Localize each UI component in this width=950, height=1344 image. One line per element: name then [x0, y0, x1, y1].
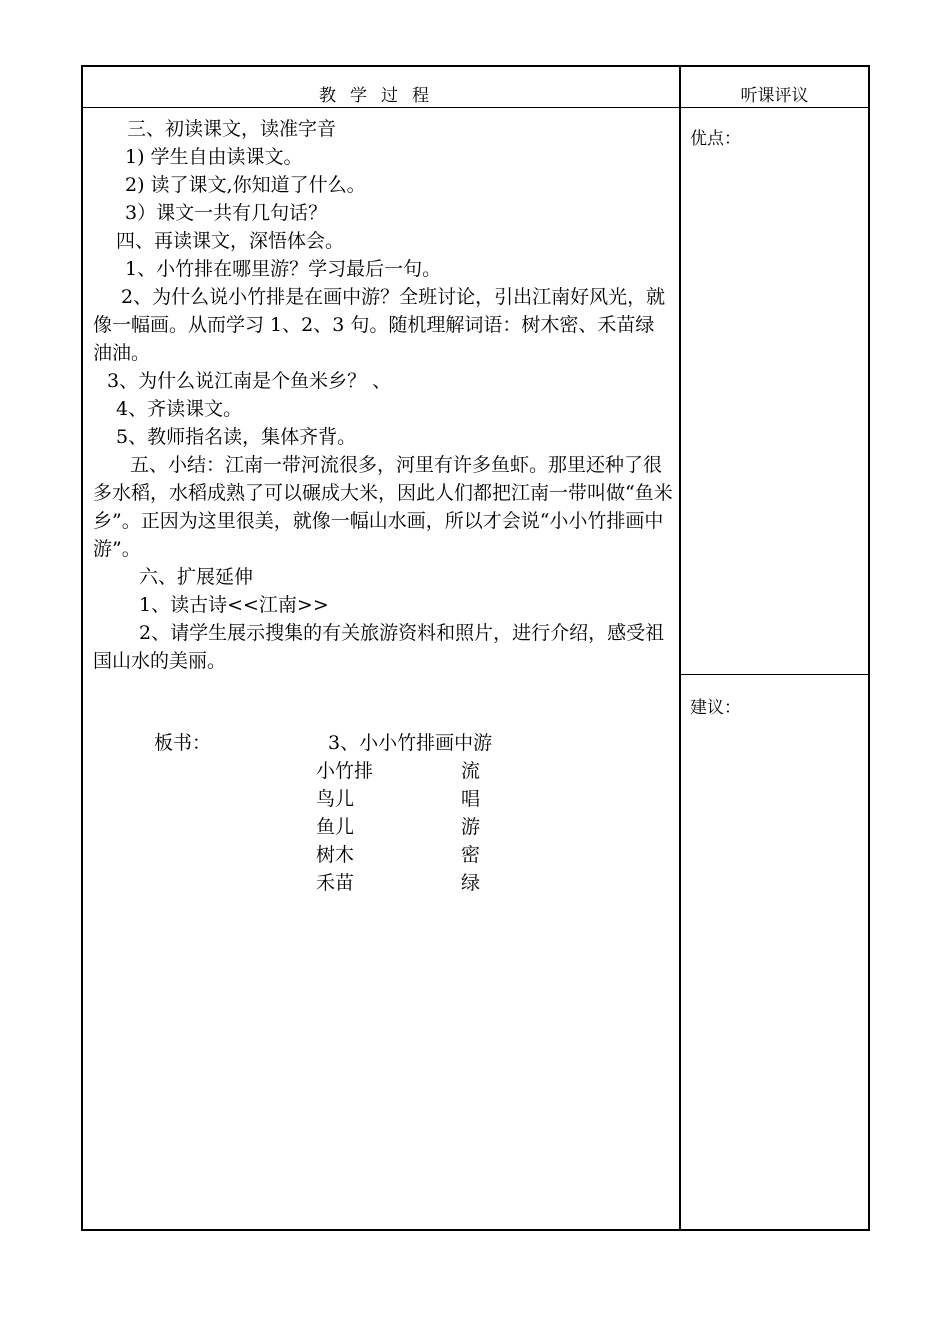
section-4-heading: 四、再读课文，深悟体会。: [116, 230, 345, 252]
board-row-left: 鱼儿: [316, 816, 355, 838]
section-4-item-3: 3、为什么说江南是个鱼米乡？ 、: [107, 370, 392, 392]
board-row-left: 树木: [316, 844, 355, 866]
section-6-heading: 六、扩展延伸: [139, 566, 254, 588]
section-3-heading: 三、初读课文，读准字音: [127, 118, 337, 140]
board-row-left: 鸟儿: [316, 788, 355, 810]
column-divider: [679, 67, 681, 1229]
review-divider: [681, 674, 868, 675]
section-4-item-1: 1、小竹排在哪里游？学习最后一句。: [125, 258, 442, 280]
section-3-item-1: 1) 学生自由读课文。: [125, 146, 303, 168]
board-row-right: 绿: [461, 872, 481, 894]
process-header: 教学过程: [319, 86, 443, 106]
section-6-item-2: 2、请学生展示搜集的有关旅游资料和照片，进行介绍，感受祖国山水的美丽。: [93, 622, 665, 672]
section-4-item-5: 5、教师指名读，集体齐背。: [116, 426, 357, 448]
board-label: 板书：: [154, 732, 212, 754]
board-row-right: 密: [461, 844, 481, 866]
section-3-item-2: 2) 读了课文,你知道了什么。: [125, 174, 366, 196]
review-header: 听课评议: [740, 86, 809, 106]
section-5-summary: 五、小结：江南一带河流很多，河里有许多鱼虾。那里还种了很多水稻，水稻成熟了可以碾成大米，因此人们都把江南一带叫做“鱼米乡”。正因为这里很美，就像一幅山水画，所以才会说“小小竹排画中游”。: [93, 454, 673, 560]
suggest-label: 建议：: [690, 698, 741, 718]
merits-label: 优点：: [690, 129, 741, 149]
lesson-content: [93, 115, 673, 675]
section-6-item-1: 1、读古诗<<江南>>: [139, 594, 329, 616]
board-title: 3、小小竹排画中游: [328, 732, 493, 754]
section-3-item-3: 3）课文一共有几句话？: [125, 202, 328, 224]
section-4-item-2: 2、为什么说小竹排是在画中游？全班讨论，引出江南好风光，就像一幅画。从而学习 1、2、3 句。随机理解词语：树木密、禾苗绿油油。: [93, 286, 666, 364]
board-row-left: 禾苗: [316, 872, 355, 894]
lesson-table: [81, 65, 870, 1231]
section-4-item-4: 4、齐读课文。: [116, 398, 243, 420]
board-row-right: 游: [461, 816, 481, 838]
board-row-right: 唱: [461, 788, 481, 810]
board-row-right: 流: [461, 760, 481, 782]
board-row-left: 小竹排: [316, 760, 374, 782]
header-divider: [83, 107, 868, 108]
